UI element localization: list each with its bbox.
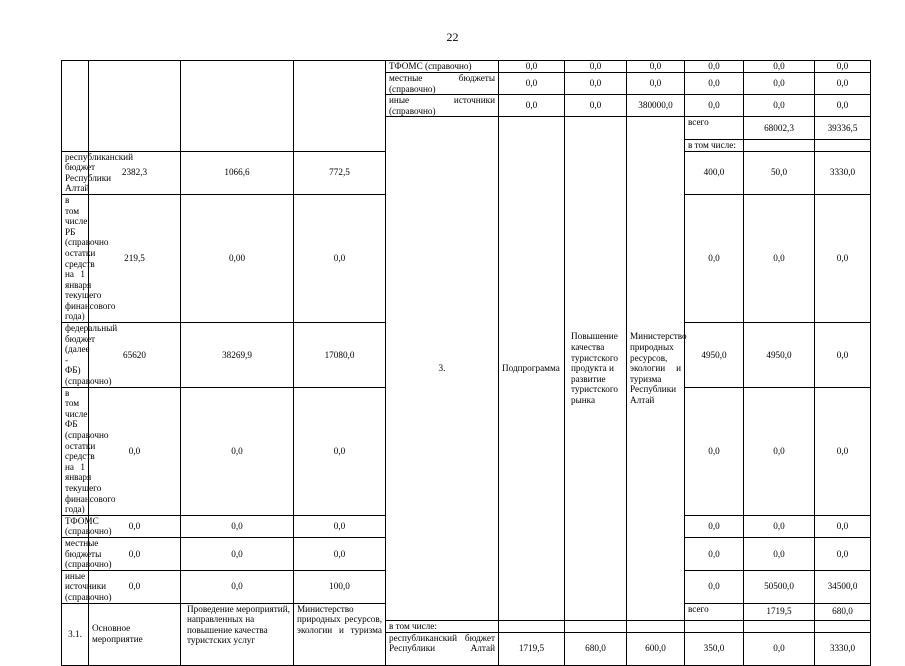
- value-cell: 0,0: [685, 537, 744, 570]
- source-label: в том числе РБ (справочно остатки средств на 1 января текущего финансового года): [62, 194, 89, 322]
- value-cell: 0,0: [685, 387, 744, 515]
- source-label: всего: [685, 117, 744, 139]
- source-label: республиканский бюджет Республики Алтай: [62, 151, 89, 194]
- activity-name: Проведение мероприятий, направленных на повышение качества туристских услуг: [181, 603, 294, 665]
- value-cell: 0,0: [685, 194, 744, 322]
- value-cell: 0,0: [744, 537, 815, 570]
- value-cell: 0,0: [685, 95, 744, 117]
- value-cell: 0,0: [294, 537, 386, 570]
- value-cell: 65620: [89, 323, 181, 388]
- value-cell: [815, 620, 871, 632]
- value-cell: 0,0: [565, 73, 627, 95]
- value-cell: 0,0: [499, 73, 565, 95]
- activity-executor: Министерство природных ресурсов, экологии и туризма: [294, 603, 386, 665]
- page-number: 22: [446, 30, 459, 44]
- subprogram-number: 3.: [386, 117, 499, 620]
- value-cell: 0,0: [627, 61, 685, 73]
- value-cell: 1066,6: [181, 151, 294, 194]
- activity-type: Основное мероприятие: [89, 603, 181, 665]
- value-cell: 1719,5: [499, 632, 565, 665]
- value-cell: 0,0: [685, 570, 744, 603]
- source-label: местные бюджеты (справочно): [386, 73, 499, 95]
- value-cell: 0,0: [89, 570, 181, 603]
- value-cell: 0,0: [565, 95, 627, 117]
- source-label: иные источники (справочно): [62, 570, 89, 603]
- value-cell: 0,0: [181, 537, 294, 570]
- value-cell: 2382,3: [89, 151, 181, 194]
- value-cell: 0,0: [815, 537, 871, 570]
- name-cell: [181, 61, 294, 152]
- value-cell: 0,0: [181, 515, 294, 537]
- value-cell: 0,0: [294, 387, 386, 515]
- value-cell: 0,0: [181, 570, 294, 603]
- value-cell: 34500,0: [815, 570, 871, 603]
- value-cell: 0,0: [815, 323, 871, 388]
- value-cell: 0,0: [815, 387, 871, 515]
- value-cell: [744, 620, 815, 632]
- value-cell: 380000,0: [627, 95, 685, 117]
- value-cell: 0,0: [744, 632, 815, 665]
- value-cell: [565, 620, 627, 632]
- table-row: [62, 61, 871, 73]
- type-cell: [89, 61, 181, 152]
- value-cell: 0,0: [744, 515, 815, 537]
- value-cell: 0,0: [499, 95, 565, 117]
- value-cell: 17080,0: [294, 323, 386, 388]
- value-cell: 100,0: [294, 570, 386, 603]
- value-cell: 68002,3: [744, 117, 815, 139]
- value-cell: 3330,0: [815, 151, 871, 194]
- value-cell: 50,0: [744, 151, 815, 194]
- value-cell: [627, 620, 685, 632]
- value-cell: 4950,0: [685, 323, 744, 388]
- source-label: всего: [685, 603, 744, 620]
- value-cell: 0,0: [815, 194, 871, 322]
- value-cell: 3330,0: [815, 632, 871, 665]
- value-cell: 0,0: [627, 73, 685, 95]
- value-cell: 400,0: [685, 151, 744, 194]
- value-cell: 0,0: [744, 194, 815, 322]
- value-cell: 0,0: [815, 61, 871, 73]
- value-cell: [744, 139, 815, 151]
- source-label: в том числе:: [386, 620, 499, 632]
- source-label: республиканский бюджет Республики Алтай: [386, 632, 499, 665]
- value-cell: 772,5: [294, 151, 386, 194]
- value-cell: 1719,5: [744, 603, 815, 620]
- value-cell: 4950,0: [744, 323, 815, 388]
- source-label: иные источники (справочно): [386, 95, 499, 117]
- value-cell: 0,0: [89, 387, 181, 515]
- value-cell: 0,0: [565, 61, 627, 73]
- source-label: местные бюджеты (справочно): [62, 537, 89, 570]
- source-label: в том числе:: [685, 139, 744, 151]
- value-cell: 0,0: [815, 73, 871, 95]
- source-label: в том числе ФБ (справочно остатки средств на 1 января текущего финансового года): [62, 387, 89, 515]
- source-label: ТФОМС (справочно): [62, 515, 89, 537]
- value-cell: [685, 620, 744, 632]
- value-cell: 0,0: [181, 387, 294, 515]
- value-cell: 0,0: [89, 537, 181, 570]
- value-cell: 50500,0: [744, 570, 815, 603]
- value-cell: 0,0: [685, 73, 744, 95]
- subprogram-name: Повышение качества туристского продукта и развитие туристского рынка: [565, 117, 627, 620]
- value-cell: 0,0: [744, 61, 815, 73]
- value-cell: 0,0: [685, 61, 744, 73]
- activity-number: 3.1.: [62, 603, 89, 665]
- value-cell: 38269,9: [181, 323, 294, 388]
- value-cell: [815, 139, 871, 151]
- value-cell: 219,5: [89, 194, 181, 322]
- value-cell: 0,0: [294, 515, 386, 537]
- value-cell: 0,00: [181, 194, 294, 322]
- source-label: ТФОМС (справочно): [386, 61, 499, 73]
- source-label: федеральный бюджет (далее - ФБ) (справочно): [62, 323, 89, 388]
- number-cell: [62, 61, 89, 152]
- value-cell: [499, 620, 565, 632]
- value-cell: 39336,5: [815, 117, 871, 139]
- value-cell: 0,0: [815, 95, 871, 117]
- executor-cell: [294, 61, 386, 152]
- value-cell: 0,0: [744, 73, 815, 95]
- value-cell: 0,0: [499, 61, 565, 73]
- value-cell: 0,0: [89, 515, 181, 537]
- value-cell: 600,0: [627, 632, 685, 665]
- value-cell: 350,0: [685, 632, 744, 665]
- budget-table: [61, 60, 871, 666]
- value-cell: 680,0: [565, 632, 627, 665]
- subprogram-executor: Министерство природных ресурсов, экологии и туризма Республики Алтай: [627, 117, 685, 620]
- subprogram-type: Подпрограмма: [499, 117, 565, 620]
- value-cell: 680,0: [815, 603, 871, 620]
- value-cell: 0,0: [294, 194, 386, 322]
- value-cell: 0,0: [815, 515, 871, 537]
- value-cell: 0,0: [685, 515, 744, 537]
- value-cell: 0,0: [744, 387, 815, 515]
- value-cell: 0,0: [744, 95, 815, 117]
